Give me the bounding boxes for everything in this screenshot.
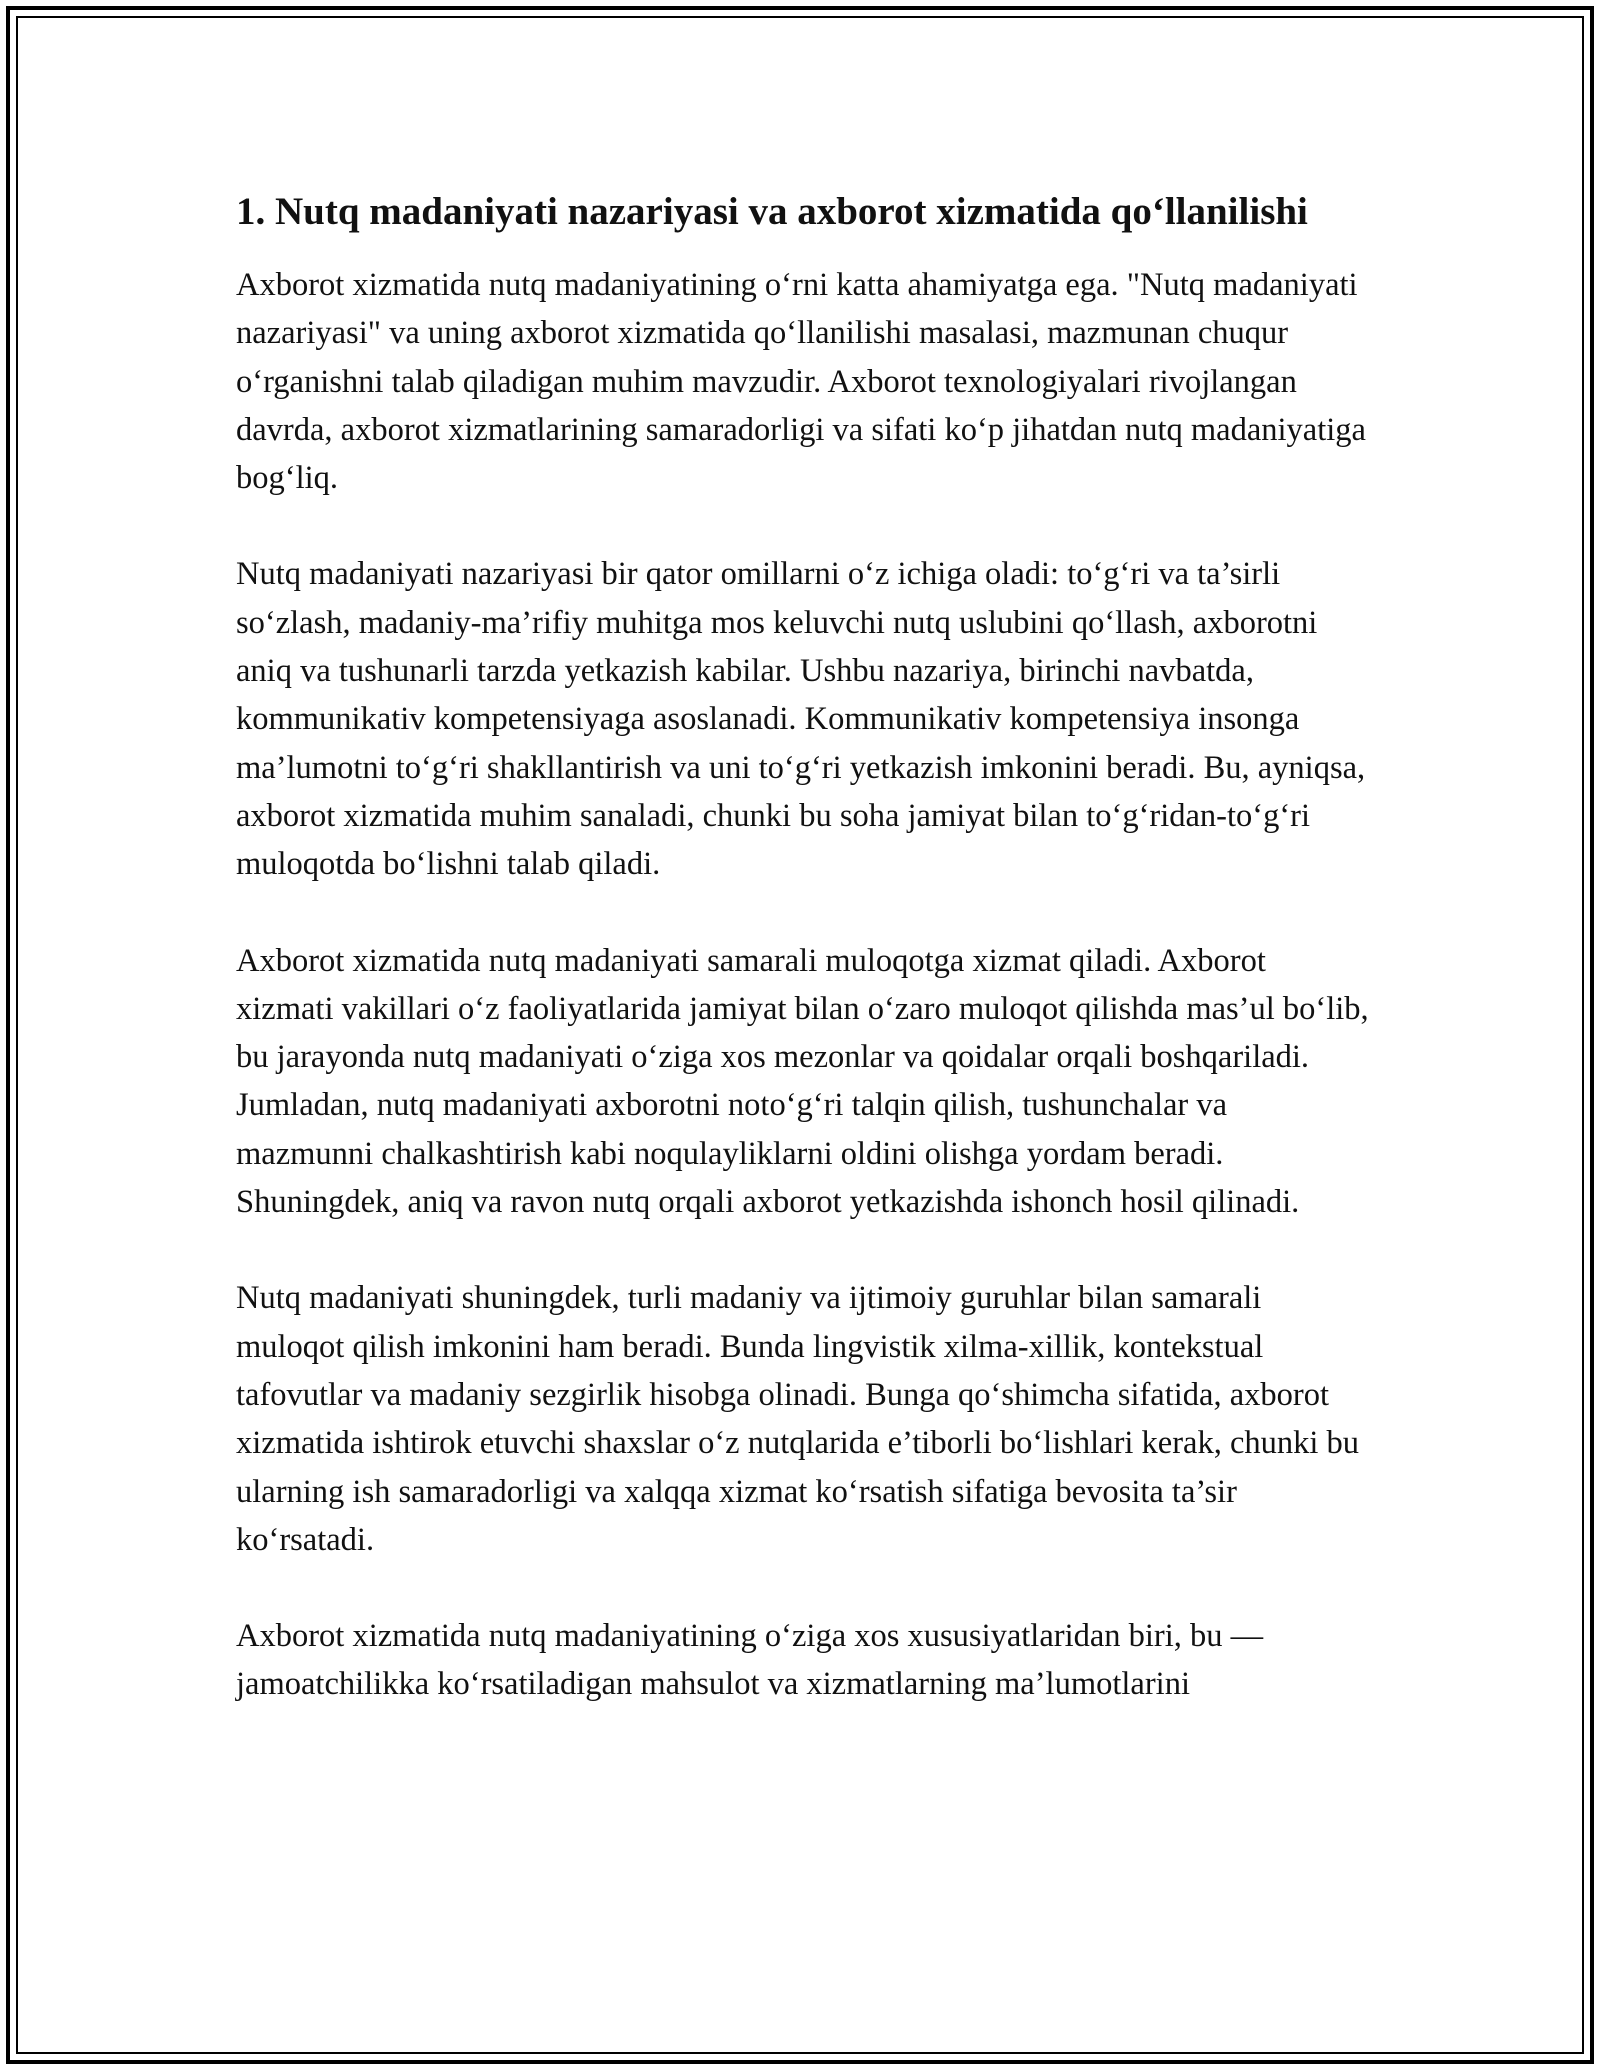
document-body [236,185,1371,1757]
paragraph-5: Axborot xizmatida nutq madaniyatining o‘ziga xos xususiyatlaridan biri, bu — jamoatchilikka ko‘rsatiladigan mahsulot va xizmatlarning ma’lumotlarini [236,1618,1264,1703]
paragraph-1: Axborot xizmatida nutq madaniyatining o‘rni katta ahamiyatga ega. "Nutq madaniyati nazariyasi" va uning axborot xizmatida qo‘llanilishi masalasi, mazmunan chuqur o‘rganishni talab qiladigan muhim mavzudir. Axborot texnologiyalari rivojlangan davrda, axborot xizmatlarining samaradorligi va sifati ko‘p jihatdan nutq madaniyatiga bog‘liq. [236,267,1366,497]
paragraph-4: Nutq madaniyati shuningdek, turli madaniy va ijtimoiy guruhlar bilan samarali muloqot qilish imkonini ham beradi. Bunda lingvistik xilma-xillik, kontekstual tafovutlar va madaniy sezgirlik hisobga olinadi. Bunga qo‘shimcha sifatida, axborot xizmatida ishtirok etuvchi shaxslar o‘z nutqlarida e’tiborli bo‘lishlari kerak, chunki bu ularning ish samaradorligi va xalqqa xizmat ko‘rsatish sifatiga bevosita ta’sir ko‘rsatadi. [236,1280,1360,1558]
paragraph-3: Axborot xizmatida nutq madaniyati samarali muloqotga xizmat qiladi. Axborot xizmati vakillari o‘z faoliyatlarida jamiyat bilan o‘zaro muloqot qilishda mas’ul bo‘lib, bu jarayonda nutq madaniyati o‘ziga xos mezonlar va qoidalar orqali boshqariladi. Jumladan, nutq madaniyati axborotni noto‘g‘ri talqin qilish, tushunchalar va mazmunni chalkashtirish kabi noqulayliklarni oldini olishga yordam beradi. Shuningdek, aniq va ravon nutq orqali axborot yetkazishda ishonch hosil qilinadi. [236,942,1369,1221]
paragraph-2: Nutq madaniyati nazariyasi bir qator omillarni o‘z ichiga oladi: to‘g‘ri va ta’sirli so‘zlash, madaniy-ma’rifiy muhitga mos keluvchi nutq uslubini qo‘llash, axborotni aniq va tushunarli tarzda yetkazish kabilar. Ushbu nazariya, birinchi navbatda, kommunikativ kompetensiyaga asoslanadi. Kommunikativ kompetensiya insonga ma’lumotni to‘g‘ri shakllantirish va uni to‘g‘ri yetkazish imkonini beradi. Bu, ayniqsa, axborot xizmatida muhim sanaladi, chunki bu soha jamiyat bilan to‘g‘ridan-to‘g‘ri muloqotda bo‘lishni talab qiladi. [236,556,1366,883]
section-title: 1. Nutq madaniyati nazariyasi va axborot xizmatida qo‘llanilishi [236,190,1308,233]
